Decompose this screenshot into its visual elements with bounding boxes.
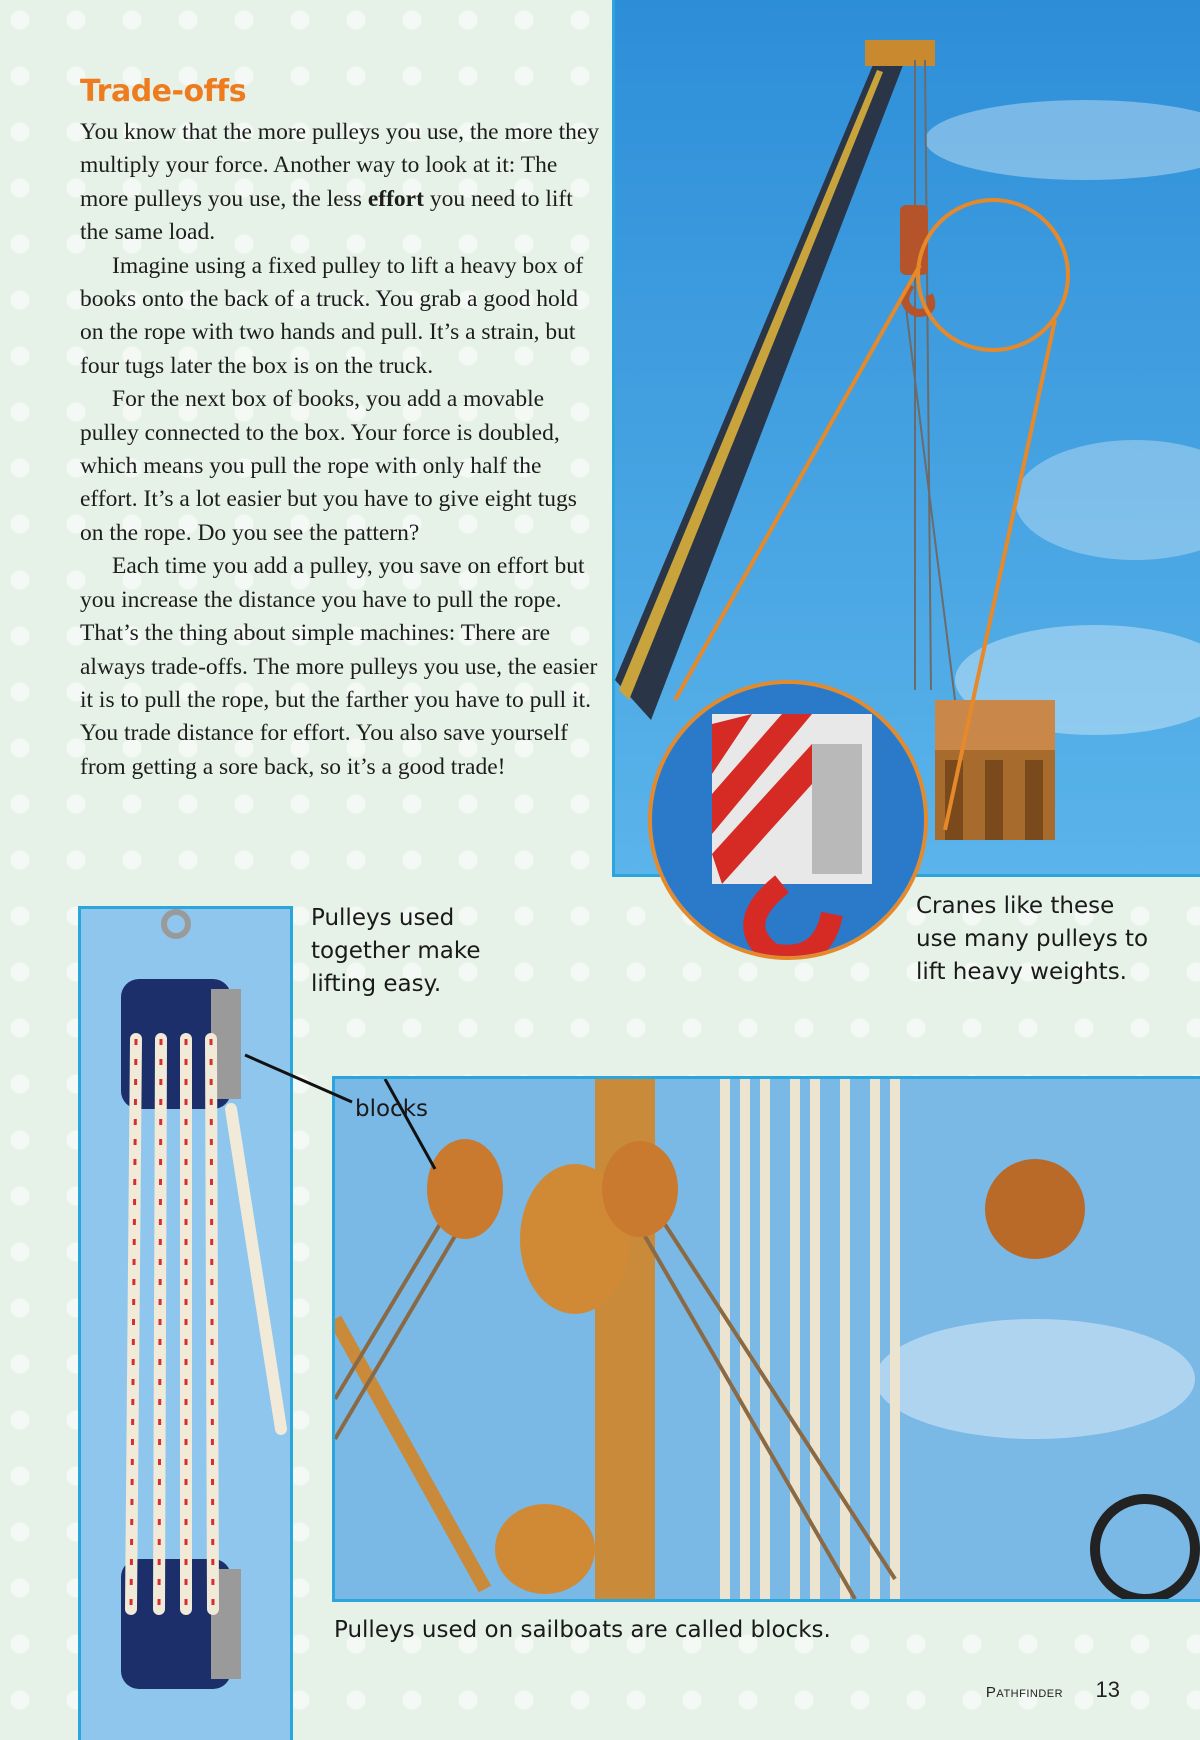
blocks-pointer [240, 1050, 360, 1110]
page-number: 13 [1095, 1677, 1120, 1702]
sailboat-blocks-photo [332, 1076, 1200, 1602]
pulley-rope-photo [78, 906, 293, 1740]
effort-term: effort [367, 185, 424, 212]
footer-brand: Pathfinder [985, 1684, 1064, 1701]
page-footer [986, 1677, 1120, 1703]
paragraph-1 [80, 116, 600, 250]
pulleys-caption: Pulleys used together make lifting easy. [311, 905, 481, 997]
crane-hook-inset [648, 680, 928, 960]
paragraph-3: For the next box of books, you add a movable pulley connected to the box. Your force is doubled, which means you pull the rope with only half the effort. It’s a lot easier but you have to give eight tugs on the rope. Do you see the pattern? [80, 386, 577, 546]
article-body [80, 116, 600, 784]
paragraph-4: Each time you add a pulley, you save on effort but you increase the distance you have to pull the rope. That’s the thing about simple machines: There are always trade-offs. The more pulleys you use, the easier it is to pull the rope, but the farther you have to pull it. You trade distance for effort. You also save yourself from getting a sore back, so it’s a good trade! [80, 553, 598, 780]
paragraph-2: Imagine using a fixed pulley to lift a heavy box of books onto the back of a truck. You grab a good hold on the rope with two hands and pull. It’s a strain, but four tugs later the box is on the truck. [80, 252, 584, 379]
section-title: Trade-offs [80, 74, 247, 109]
sailboat-caption: Pulleys used on sailboats are called blocks. [334, 1617, 831, 1643]
paragraph-1-text-a: You know that the more pulleys you use, the more they multiply your force. Another way to look at it: The more pulleys you use, the less [80, 119, 600, 212]
blocks-label: blocks [355, 1096, 429, 1122]
paragraph-1-text-b: you need to lift the same load. [80, 185, 573, 246]
crane-caption: Cranes like these use many pulleys to lift heavy weights. [916, 893, 1149, 985]
